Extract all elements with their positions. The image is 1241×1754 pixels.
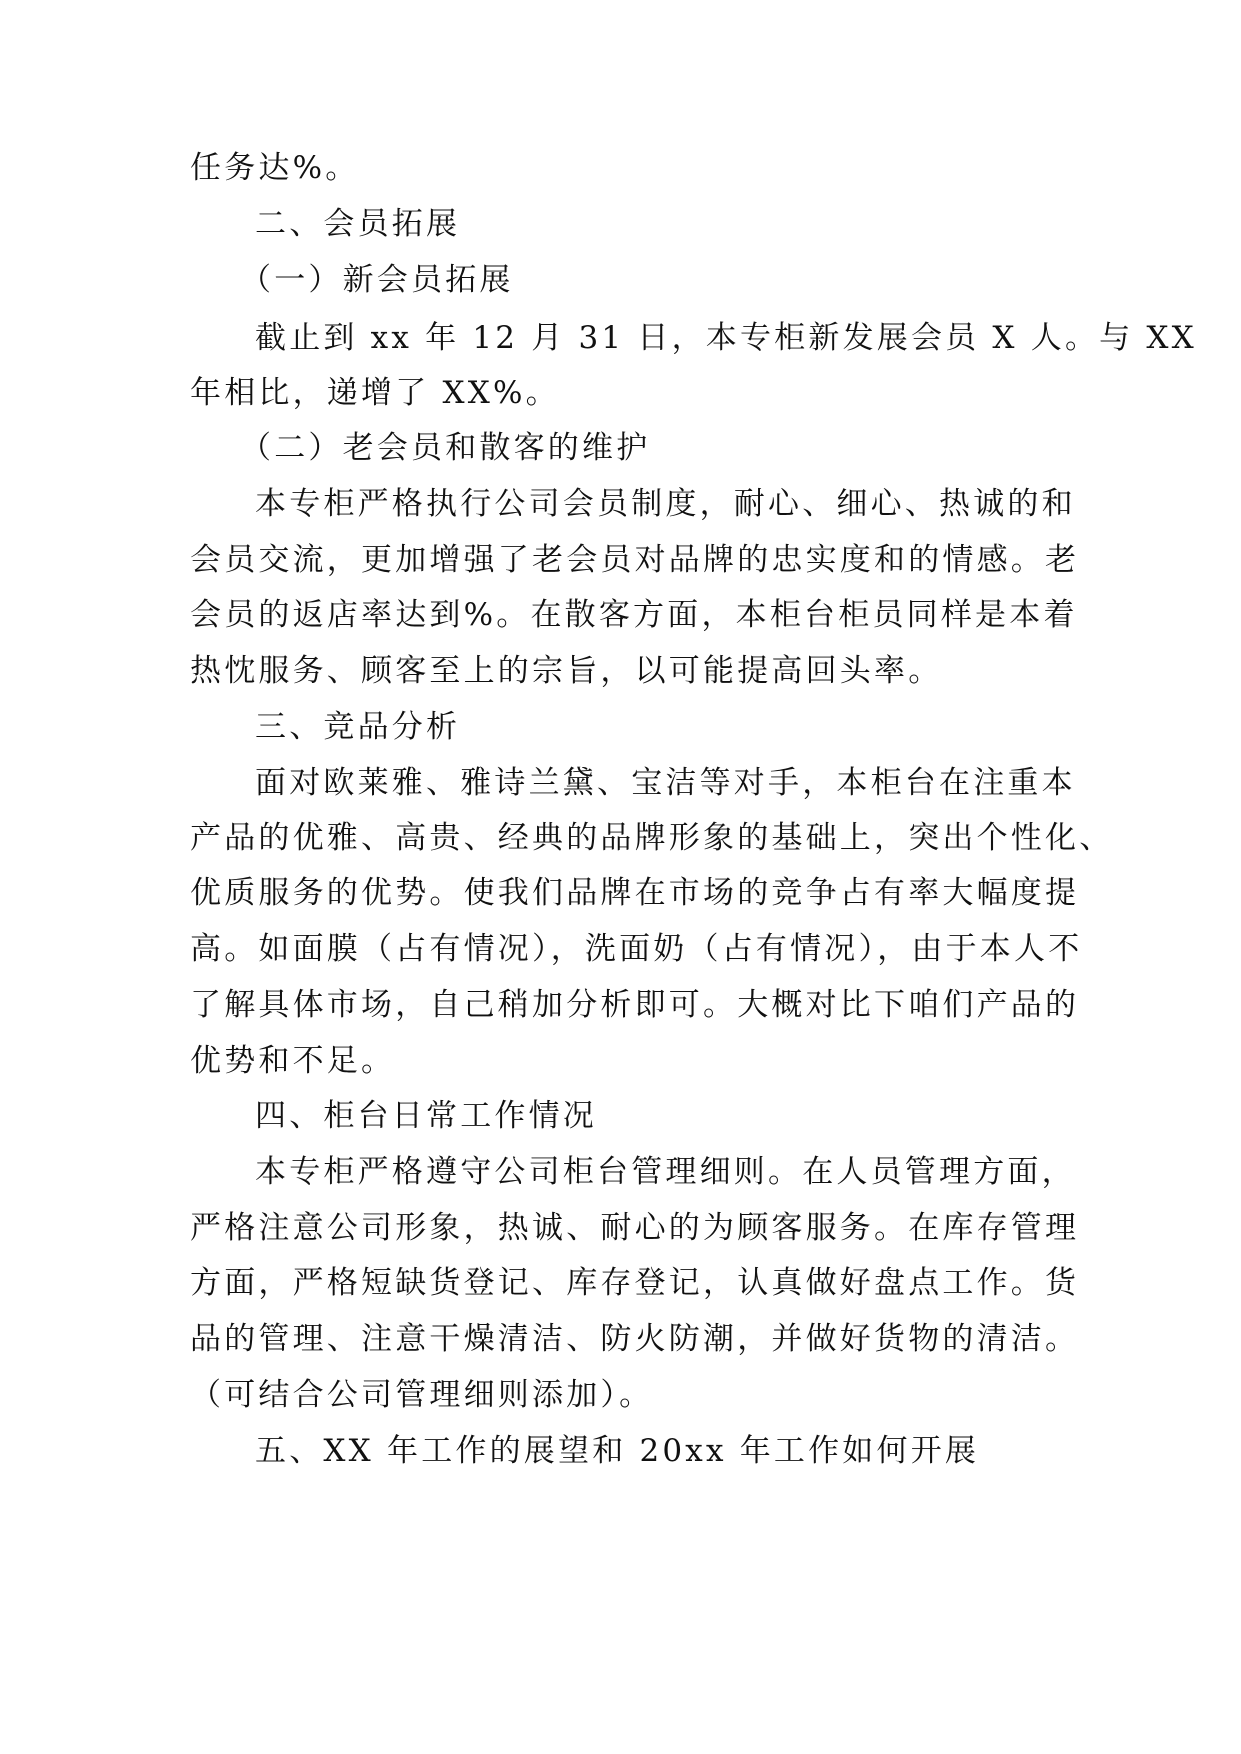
paragraph-line: 优质服务的优势。使我们品牌在市场的竞争占有率大幅度提 — [190, 875, 1080, 911]
paragraph-line: 高。如面膜（占有情况），洗面奶（占有情况），由于本人不 — [190, 931, 1083, 967]
paragraph-line: 方面，严格短缺货登记、库存登记，认真做好盘点工作。货 — [190, 1265, 1080, 1301]
paragraph-line: 会员的返店率达到%。在散客方面，本柜台柜员同样是本着 — [190, 597, 1078, 633]
paragraph-line: 品的管理、注意干燥清洁、防火防潮，并做好货物的清洁。 — [190, 1321, 1080, 1357]
paragraph-line: （可结合公司管理细则添加）。 — [190, 1377, 654, 1413]
paragraph-line: 会员交流，更加增强了老会员对品牌的忠实度和的情感。老 — [190, 542, 1080, 578]
paragraph-line: 任务达%。 — [190, 150, 360, 186]
paragraph-line: 截止到 xx 年 12 月 31 日，本专柜新发展会员 X 人。与 XX — [255, 320, 1197, 356]
paragraph-line: 年相比，递增了 XX%。 — [190, 375, 560, 411]
section-heading: 五、XX 年工作的展望和 20xx 年工作如何开展 — [255, 1433, 980, 1469]
paragraph-line: 面对欧莱雅、雅诗兰黛、宝洁等对手，本柜台在注重本 — [255, 765, 1076, 801]
paragraph-line: 本专柜严格执行公司会员制度，耐心、细心、热诚的和 — [255, 486, 1076, 522]
paragraph-line: 本专柜严格遵守公司柜台管理细则。在人员管理方面， — [255, 1154, 1076, 1190]
section-heading: 四、柜台日常工作情况 — [255, 1098, 597, 1134]
paragraph-line: 产品的优雅、高贵、经典的品牌形象的基础上，突出个性化、 — [190, 820, 1114, 856]
subsection-heading: （一）新会员拓展 — [240, 262, 514, 298]
section-heading: 三、竞品分析 — [255, 709, 461, 745]
paragraph-line: 了解具体市场，自己稍加分析即可。大概对比下咱们产品的 — [190, 987, 1080, 1023]
subsection-heading: （二）老会员和散客的维护 — [240, 430, 651, 466]
paragraph-line: 优势和不足。 — [190, 1043, 396, 1079]
section-heading: 二、会员拓展 — [255, 206, 461, 242]
paragraph-line: 热忱服务、顾客至上的宗旨，以可能提高回头率。 — [190, 653, 943, 689]
paragraph-line: 严格注意公司形象，热诚、耐心的为顾客服务。在库存管理 — [190, 1210, 1080, 1246]
